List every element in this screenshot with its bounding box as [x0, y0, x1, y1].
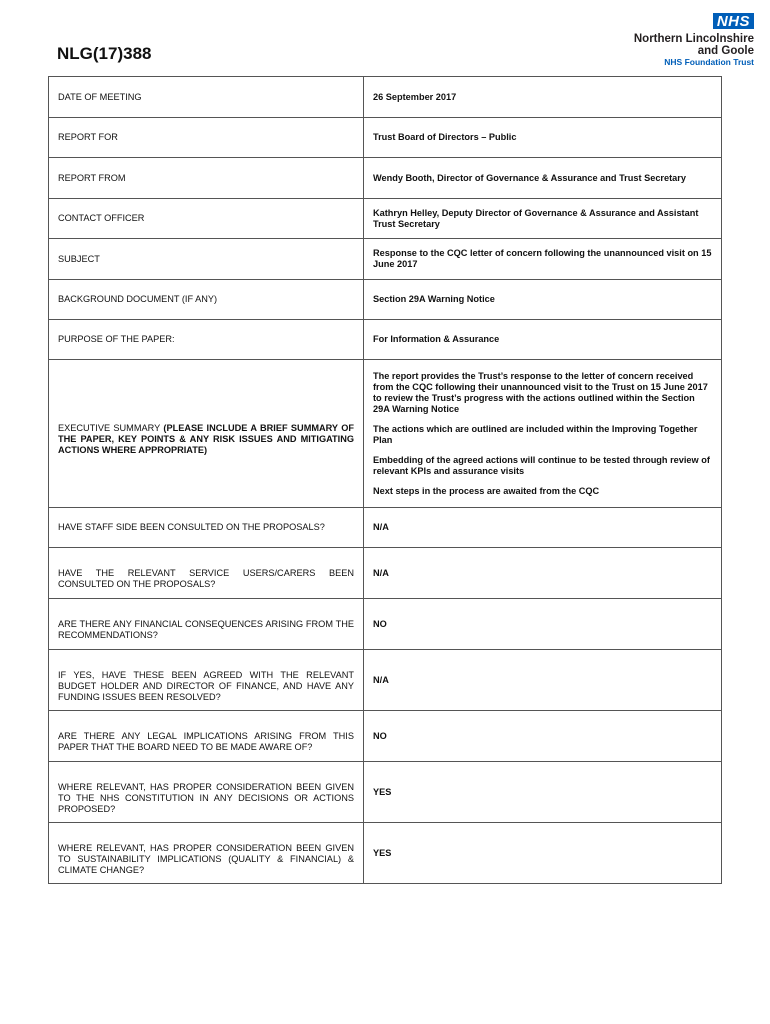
row-report-from	[49, 158, 722, 199]
label-date-of-meeting: DATE OF MEETING	[49, 77, 364, 118]
document-reference: NLG(17)388	[57, 44, 152, 63]
row-purpose	[49, 320, 722, 360]
value-legal-implications: NO	[364, 711, 722, 762]
row-date-of-meeting	[49, 77, 722, 118]
value-subject: Response to the CQC letter of concern following the unannounced visit on 15 June 2017	[364, 239, 722, 280]
value-report-from: Wendy Booth, Director of Governance & Assurance and Trust Secretary	[364, 158, 722, 199]
value-report-for: Trust Board of Directors – Public	[364, 118, 722, 158]
nhs-trust-logo	[574, 13, 754, 67]
row-sustainability	[49, 823, 722, 884]
exec-summary-paragraph-4: Next steps in the process are awaited from the CQC	[373, 485, 600, 496]
exec-summary-paragraph-3: Embedding of the agreed actions will continue to be tested through review of relevant KPIs and assurance visits	[373, 454, 710, 476]
label-report-for: REPORT FOR	[49, 118, 364, 158]
value-date-of-meeting: 26 September 2017	[364, 77, 722, 118]
label-executive-summary	[49, 360, 364, 508]
value-staff-side: N/A	[364, 508, 722, 548]
label-staff-side: HAVE STAFF SIDE BEEN CONSULTED ON THE PROPOSALS?	[49, 508, 364, 548]
value-purpose: For Information & Assurance	[364, 320, 722, 360]
label-sustainability: WHERE RELEVANT, HAS PROPER CONSIDERATION BEEN GIVEN TO SUSTAINABILITY IMPLICATIONS (QUALITY & FINANCIAL) & CLIMATE CHANGE?	[49, 823, 364, 884]
row-budget-holder	[49, 650, 722, 711]
row-nhs-constitution	[49, 762, 722, 823]
value-sustainability: YES	[364, 823, 722, 884]
value-service-users: N/A	[364, 548, 722, 599]
logo-org-line-2: and Goole	[697, 45, 754, 57]
nhs-logo-badge: NHS	[713, 13, 754, 29]
exec-summary-paragraph-1: The report provides the Trust’s response to the letter of concern received from the CQC following their unannounced visit to the Trust on 15 June 2017 to review the Trust’s progress with the actions outlined within the Section 29A Warning Notice	[373, 370, 708, 414]
value-nhs-constitution: YES	[364, 762, 722, 823]
row-contact-officer	[49, 199, 722, 239]
label-report-from: REPORT FROM	[49, 158, 364, 199]
label-subject: SUBJECT	[49, 239, 364, 280]
exec-label-plain: EXECUTIVE SUMMARY	[58, 423, 164, 433]
label-service-users: HAVE THE RELEVANT SERVICE USERS/CARERS BEEN CONSULTED ON THE PROPOSALS?	[49, 548, 364, 599]
value-financial-consequences: NO	[364, 599, 722, 650]
value-background-document: Section 29A Warning Notice	[364, 280, 722, 320]
label-legal-implications: ARE THERE ANY LEGAL IMPLICATIONS ARISING FROM THIS PAPER THAT THE BOARD NEED TO BE MADE AWARE OF?	[49, 711, 364, 762]
label-purpose: PURPOSE OF THE PAPER:	[49, 320, 364, 360]
label-contact-officer: CONTACT OFFICER	[49, 199, 364, 239]
row-legal-implications	[49, 711, 722, 762]
label-nhs-constitution: WHERE RELEVANT, HAS PROPER CONSIDERATION BEEN GIVEN TO THE NHS CONSTITUTION IN ANY DECISIONS OR ACTIONS PROPOSED?	[49, 762, 364, 823]
row-background-document	[49, 280, 722, 320]
row-executive-summary	[49, 360, 722, 508]
report-cover-table	[48, 76, 722, 884]
value-executive-summary	[364, 360, 722, 508]
row-subject	[49, 239, 722, 280]
row-service-users	[49, 548, 722, 599]
logo-org-line-3: NHS Foundation Trust	[664, 57, 754, 67]
logo-org-line-1: Northern Lincolnshire	[633, 33, 754, 45]
exec-summary-paragraph-2: The actions which are outlined are included within the Improving Together Plan	[373, 423, 698, 445]
label-budget-holder: IF YES, HAVE THESE BEEN AGREED WITH THE RELEVANT BUDGET HOLDER AND DIRECTOR OF FINANCE, AND HAVE ANY FUNDING ISSUES BEEN RESOLVED?	[49, 650, 364, 711]
row-financial-consequences	[49, 599, 722, 650]
value-contact-officer: Kathryn Helley, Deputy Director of Governance & Assurance and Assistant Trust Secretary	[364, 199, 722, 239]
row-report-for	[49, 118, 722, 158]
label-background-document: BACKGROUND DOCUMENT (IF ANY)	[49, 280, 364, 320]
value-budget-holder: N/A	[364, 650, 722, 711]
row-staff-side	[49, 508, 722, 548]
exec-label-bold: (PLEASE INCLUDE A BRIEF SUMMARY OF THE PAPER, KEY POINTS & ANY RISK ISSUES AND MITIGATING ACTIONS WHERE APPROPRIATE)	[58, 423, 354, 455]
label-financial-consequences: ARE THERE ANY FINANCIAL CONSEQUENCES ARISING FROM THE RECOMMENDATIONS?	[49, 599, 364, 650]
